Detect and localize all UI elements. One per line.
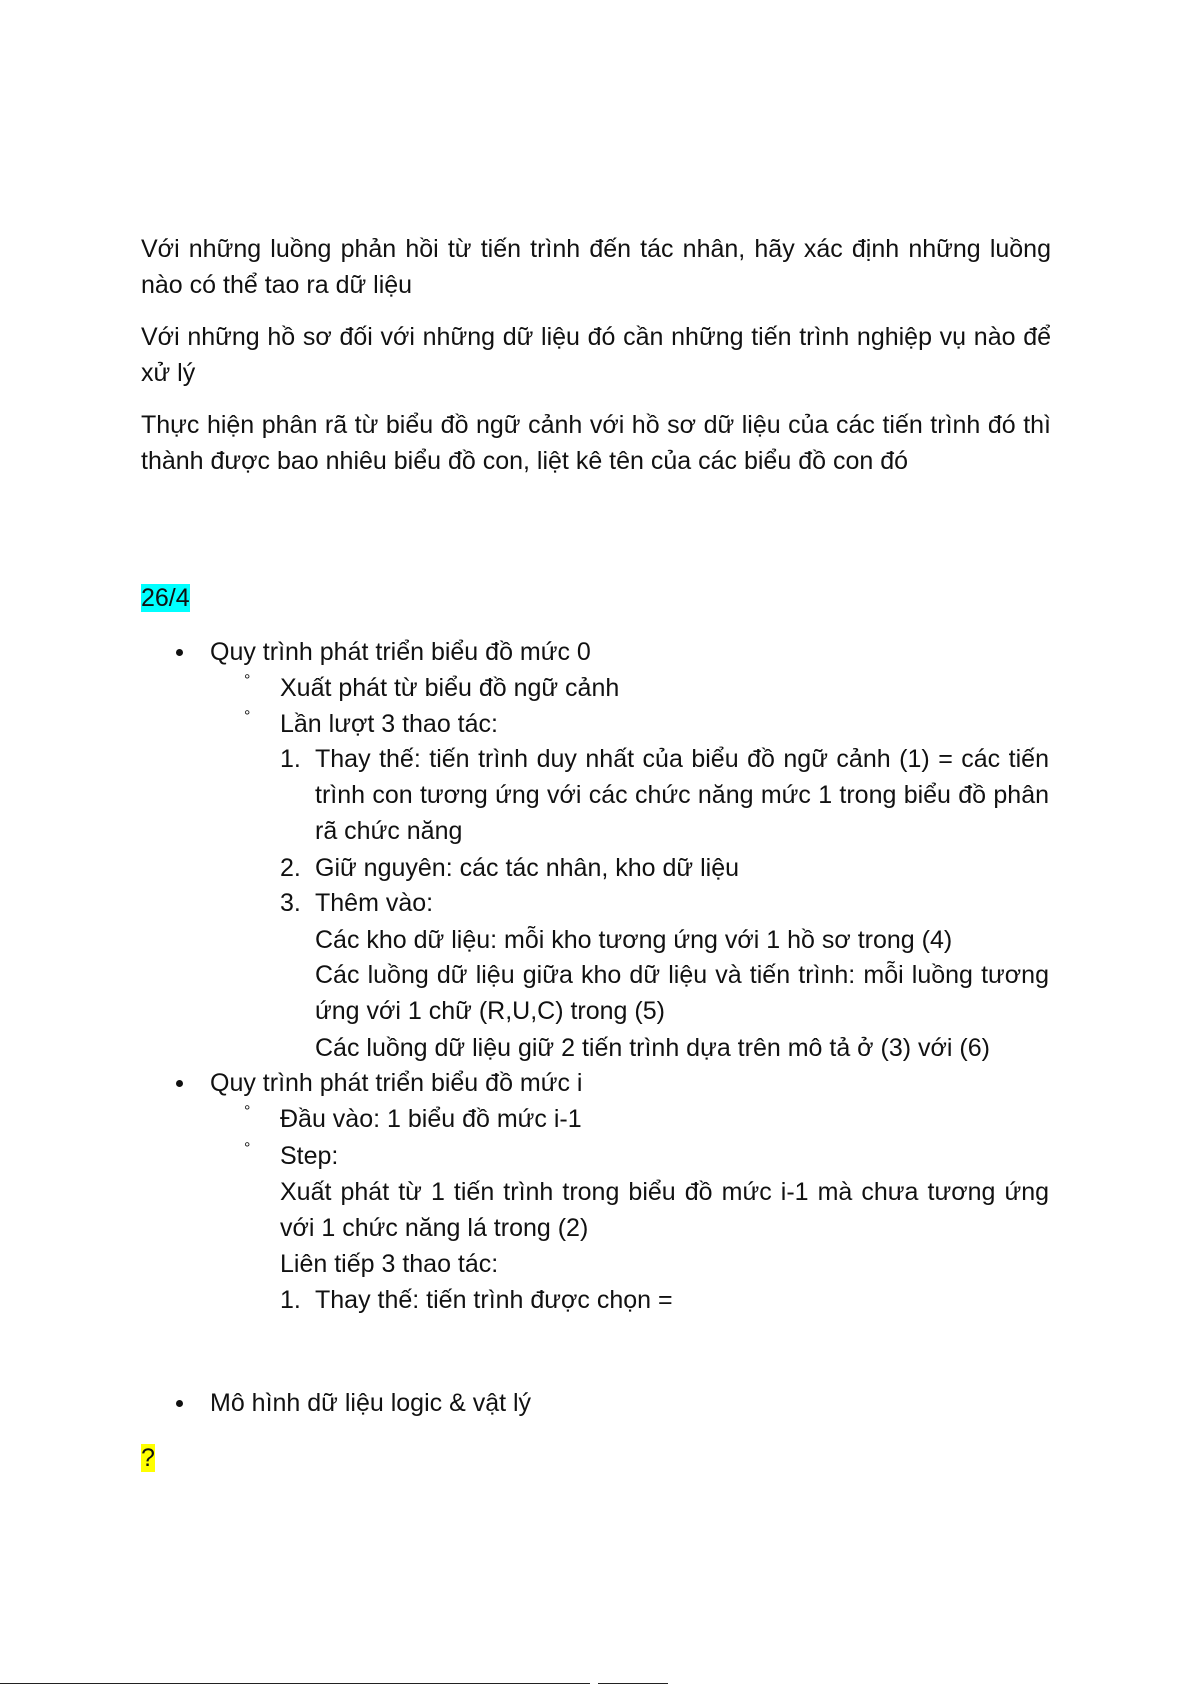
- paragraph-1: Với những luồng phản hồi từ tiến trình đến tác nhân, hãy xác định những luồng nào có thể tao ra dữ liệu: [141, 235, 1051, 299]
- level0-n1-text: Thay thế: tiến trình duy nhất của biểu đồ ngữ cảnh (1) = các tiến trình con tương ứng với các chức năng mức 1 trong biểu đồ phân rã chức năng: [315, 745, 1049, 845]
- leveli-step-text: Xuất phát từ 1 tiến trình trong biểu đồ mức i-1 mà chưa tương ứng với 1 chức năng lá trong (2): [280, 1178, 1049, 1242]
- circle-bullet-icon: °: [244, 1140, 251, 1157]
- leveli-n1-text: Thay thế: tiến trình được chọn =: [315, 1286, 673, 1314]
- logic-model-item: Mô hình dữ liệu logic & vật lý: [210, 1389, 532, 1417]
- leveli-sub2: Step:: [280, 1142, 339, 1170]
- date-heading: [141, 580, 190, 616]
- bullet-dot: [176, 1080, 183, 1087]
- footer-divider: [0, 1683, 590, 1684]
- level0-add3: Các luồng dữ liệu giữ 2 tiến trình dựa trên mô tả ở (3) với (6): [315, 1034, 990, 1062]
- level0-add2: Các luồng dữ liệu giữa kho dữ liệu và tiến trình: mỗi luồng tương ứng với 1 chữ (R,U,C) trong (5): [315, 961, 1049, 1025]
- level0-title: Quy trình phát triển biểu đồ mức 0: [210, 638, 591, 666]
- level0-n2-text: Giữ nguyên: các tác nhân, kho dữ liệu: [315, 854, 739, 882]
- question-mark: ?: [141, 1444, 155, 1472]
- level0-n2-number: 2.: [280, 854, 301, 882]
- leveli-step-text2: Liên tiếp 3 thao tác:: [280, 1250, 499, 1278]
- level0-n1-number: 1.: [280, 745, 301, 773]
- bullet-dot: [176, 1400, 183, 1407]
- footer-divider-short: [598, 1683, 668, 1684]
- level0-sub2: Lần lượt 3 thao tác:: [280, 710, 498, 738]
- circle-bullet-icon: °: [244, 672, 251, 689]
- level0-n3-number: 3.: [280, 889, 301, 917]
- date-heading-text: 26/4: [141, 584, 190, 612]
- leveli-sub1: Đầu vào: 1 biểu đồ mức i-1: [280, 1105, 582, 1133]
- leveli-n1-number: 1.: [280, 1286, 301, 1314]
- level0-sub1: Xuất phát từ biểu đồ ngữ cảnh: [280, 674, 620, 702]
- circle-bullet-icon: °: [244, 1103, 251, 1120]
- level0-n3-text: Thêm vào:: [315, 889, 434, 917]
- paragraph-2: Với những hồ sơ đối với những dữ liệu đó cần những tiến trình nghiệp vụ nào để xử lý: [141, 323, 1051, 387]
- question-line: [141, 1440, 155, 1476]
- level0-add1: Các kho dữ liệu: mỗi kho tương ứng với 1 hồ sơ trong (4): [315, 926, 953, 954]
- leveli-title: Quy trình phát triển biểu đồ mức i: [210, 1069, 583, 1097]
- bullet-dot: [176, 649, 183, 656]
- paragraph-3: Thực hiện phân rã từ biểu đồ ngữ cảnh với hồ sơ dữ liệu của các tiến trình đó thì thành được bao nhiêu biểu đồ con, liệt kê tên của các biểu đồ con đó: [141, 411, 1051, 475]
- circle-bullet-icon: °: [244, 708, 251, 725]
